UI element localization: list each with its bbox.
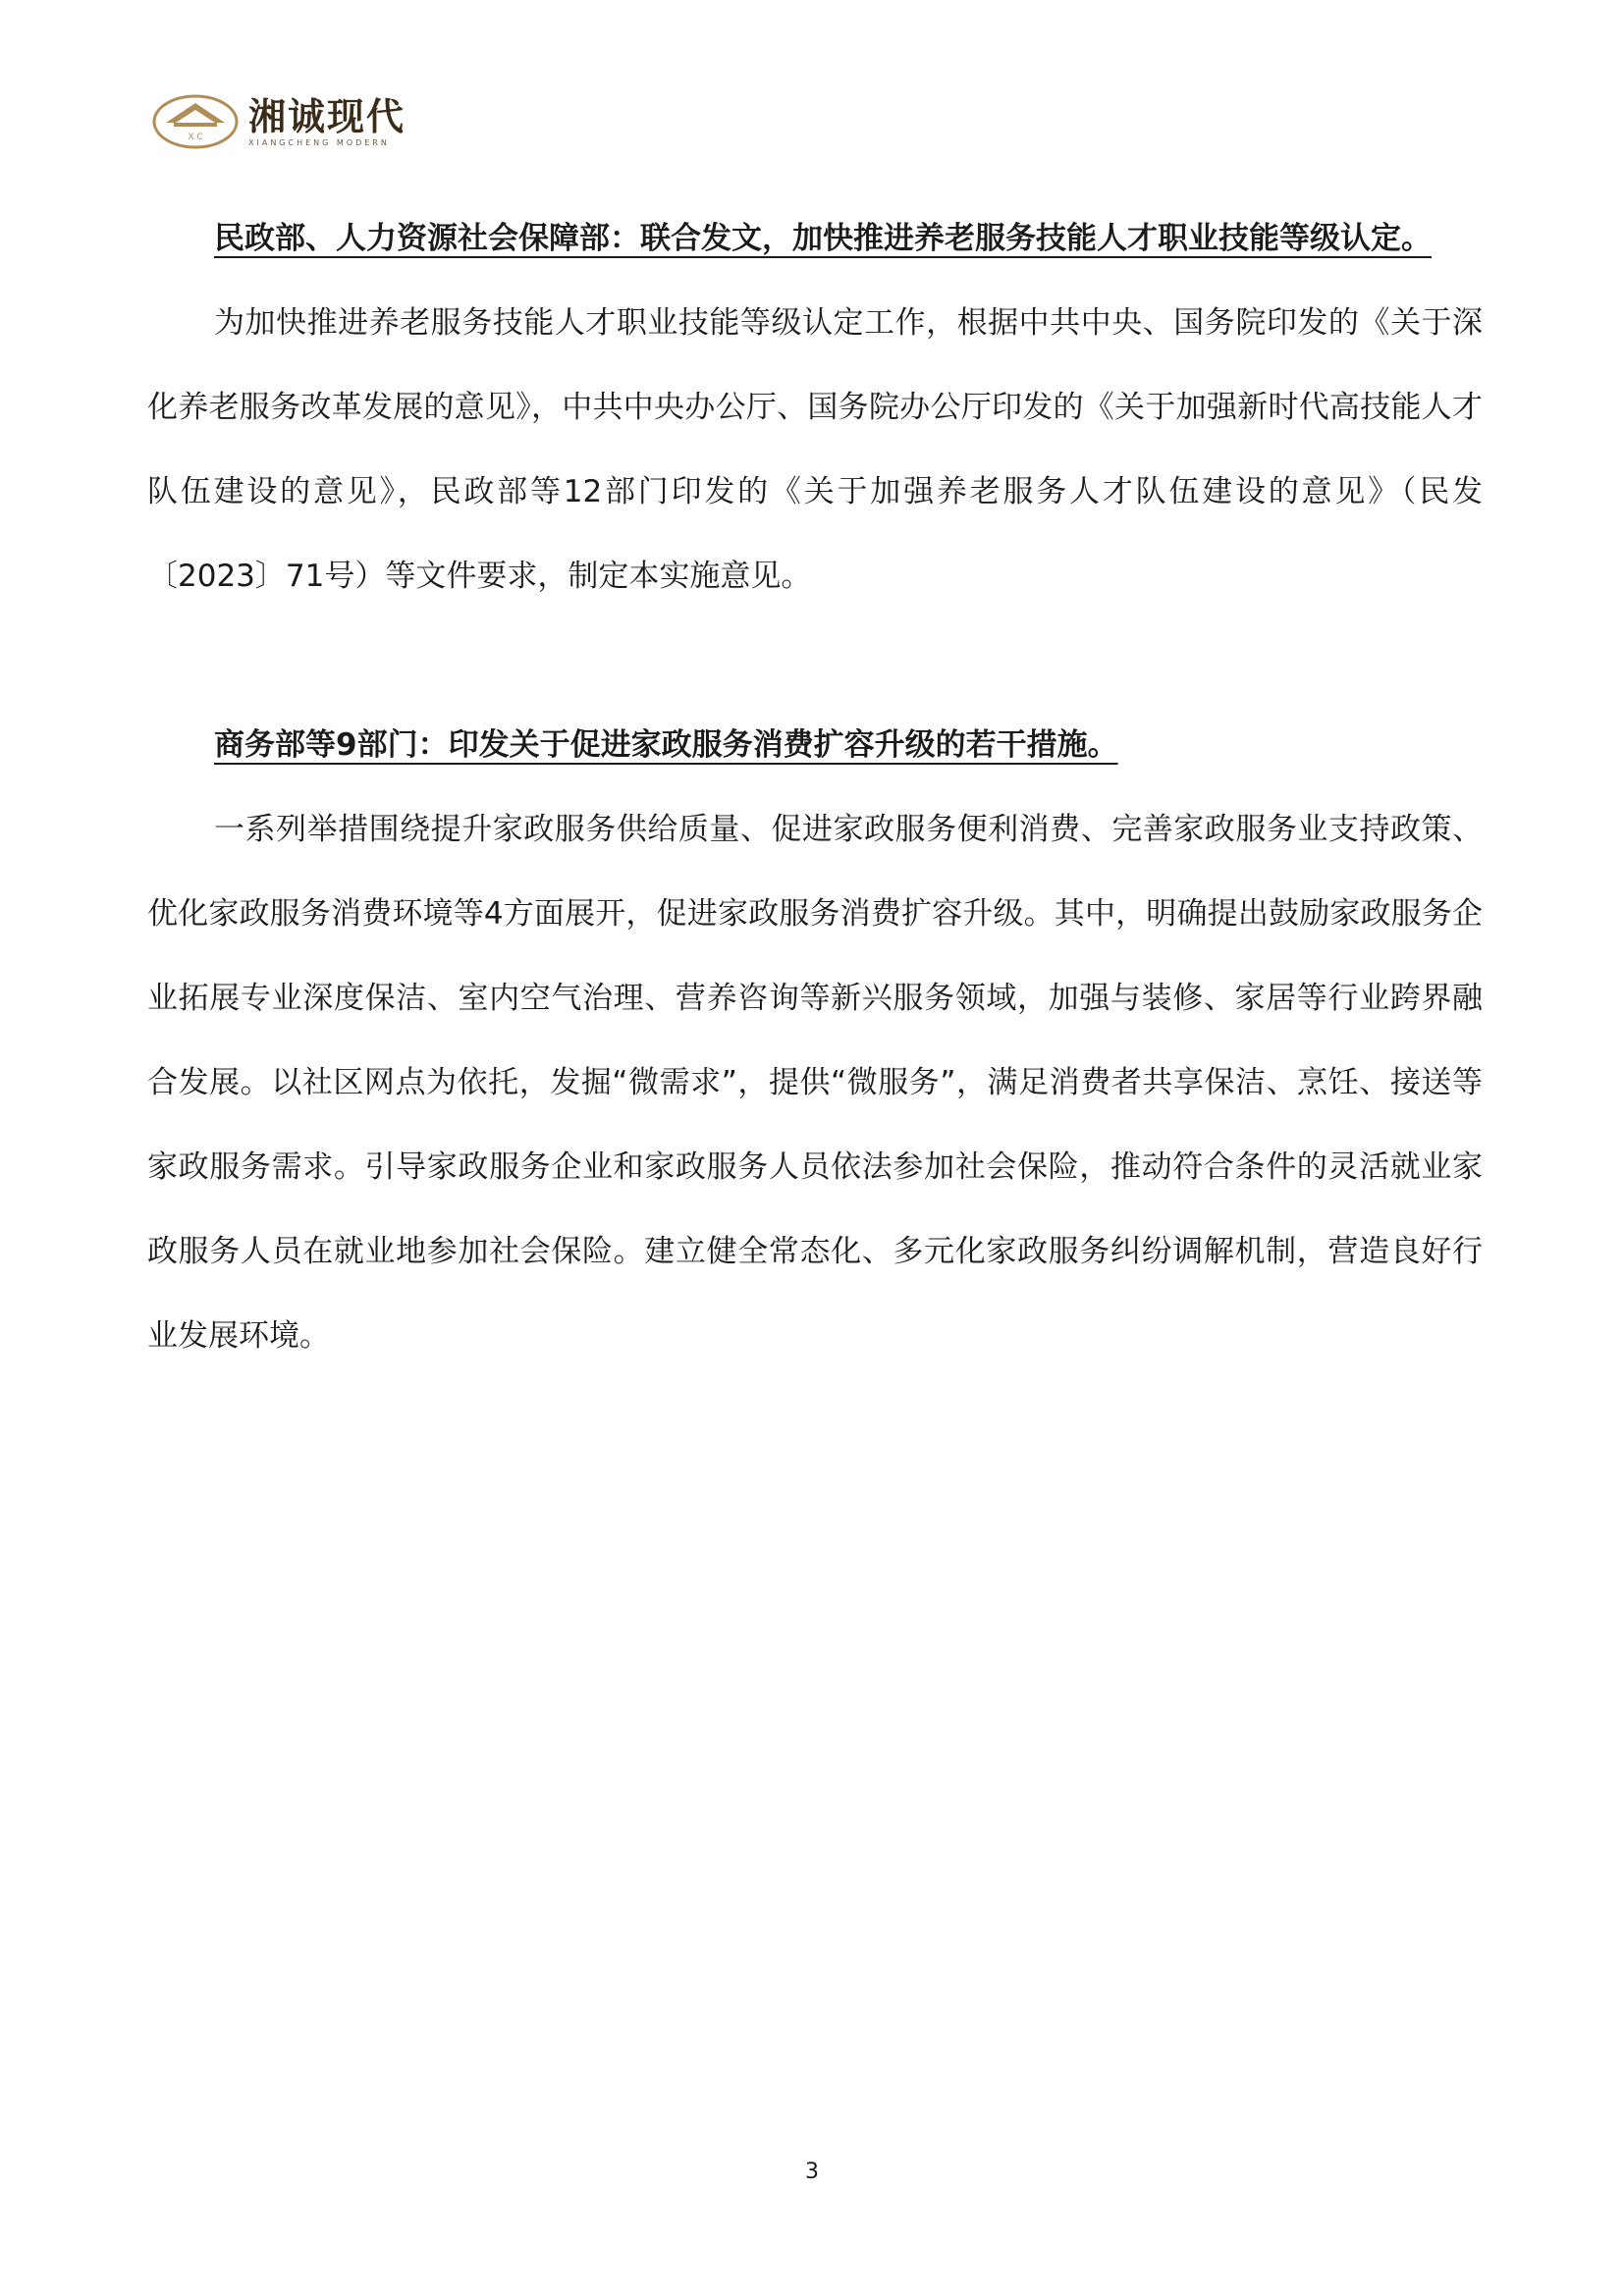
section-title-commerce: 商务部等9部门：印发关于促进家政服务消费扩容升级的若干措施。	[214, 727, 1118, 763]
section-body-commerce: 一系列举措围绕提升家政服务供给质量、促进家政服务便利消费、完善家政服务业支持政策、优化家政服务消费环境等4方面展开，促进家政服务消费扩容升级。其中，明确提出鼓励家政服务企业拓展专业深度保洁、室内空气治理、营养咨询等新兴服务领域，加强与装修、家居等行业跨界融合发展。以社区网点为依托，发掘“微需求”，提供“微服务”，满足消费者共享保洁、烹饪、接送等家政服务需求。引导家政服务企业和家政服务人员依法参加社会保险，推动符合条件的灵活就业家政服务人员在就业地参加社会保险。建立健全常态化、多元化家政服务纠纷调解机制，营造良好行业发展环境。	[147, 812, 1483, 1354]
logo-name-cn: 湘诚现代	[248, 94, 406, 138]
section-body-civil-affairs: 为加快推进养老服务技能人才职业技能等级认定工作，根据中共中央、国务院印发的《关于深化养老服务改革发展的意见》，中共中央办公厅、国务院办公厅印发的《关于加强新时代高技能人才队伍建设的意见》，民政部等12部门印发的《关于加强养老服务人才队伍建设的意见》（民发〔2023〕71号）等文件要求，制定本实施意见。	[147, 305, 1483, 594]
section-spacer	[147, 618, 1483, 703]
company-logo	[152, 93, 406, 150]
logo-name-en: XIANGCHENG MODERN	[248, 137, 390, 147]
logo-emblem-icon	[152, 93, 239, 150]
section-title-civil-affairs: 民政部、人力资源社会保障部：联合发文，加快推进养老服务技能人才职业技能等级认定。	[214, 221, 1432, 256]
document-body	[147, 196, 1483, 1378]
page-number: 3	[805, 2160, 819, 2184]
logo-badge-text: X C	[188, 133, 203, 142]
